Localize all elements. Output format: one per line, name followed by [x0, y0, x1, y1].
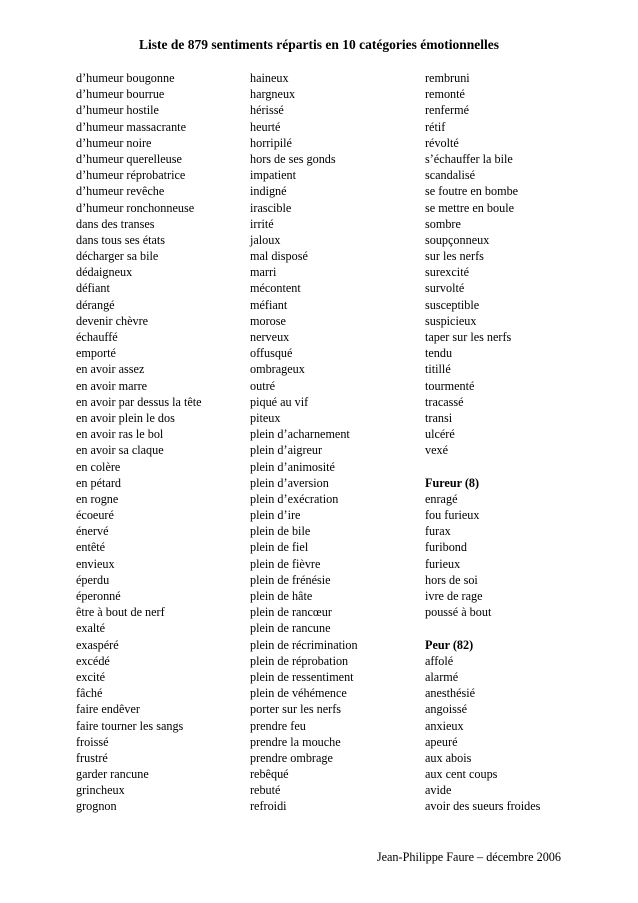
list-item: révolté	[425, 135, 459, 150]
list-item: entêté	[76, 540, 106, 555]
list-item: d’humeur bougonne	[76, 71, 175, 85]
list-item: hors de ses gonds	[250, 151, 336, 166]
list-item: dans des transes	[76, 216, 155, 231]
list-item: ulcéré	[425, 427, 455, 442]
list-item: furibond	[425, 540, 467, 555]
list-item: nerveux	[250, 330, 290, 344]
list-item: devenir chèvre	[76, 313, 149, 328]
list-item: tourmenté	[425, 378, 475, 393]
list-item: hargneux	[250, 87, 296, 102]
list-item: se foutre en bombe	[425, 184, 519, 199]
list-item: taper sur les nerfs	[425, 330, 512, 344]
list-item: exaspéré	[76, 637, 119, 652]
list-item: dédaigneux	[76, 265, 133, 280]
list-item: fou furieux	[425, 508, 480, 523]
list-item: plein de véhémence	[250, 686, 347, 701]
list-item: haineux	[250, 71, 289, 85]
list-item: furax	[425, 524, 451, 539]
list-item: exalté	[76, 621, 106, 636]
list-item: heurté	[250, 119, 281, 134]
list-item: en rogne	[76, 491, 119, 506]
word-column-2	[250, 70, 358, 815]
list-item: plein de rancœur	[250, 605, 332, 620]
list-item: anesthésié	[425, 686, 476, 701]
list-item: indigné	[250, 184, 287, 199]
list-item: énervé	[76, 524, 109, 539]
list-item: transi	[425, 410, 453, 425]
category-heading: Peur (82)	[425, 637, 474, 652]
list-item: en pétard	[76, 475, 122, 490]
list-item: alarmé	[425, 669, 459, 684]
list-item: impatient	[250, 168, 297, 183]
list-item: piqué au vif	[250, 394, 309, 409]
list-item: furieux	[425, 556, 461, 571]
list-item: en avoir par dessus la tête	[76, 394, 202, 409]
list-item: angoissé	[425, 702, 467, 717]
footer-credit: Jean-Philippe Faure – décembre 2006	[376, 850, 561, 864]
list-item: méfiant	[250, 297, 288, 312]
list-item: affolé	[425, 653, 454, 668]
list-item: éperdu	[76, 572, 110, 587]
word-column-1	[76, 70, 202, 815]
list-item: d’humeur querelleuse	[76, 151, 182, 166]
page-title: Liste de 879 sentiments répartis en 10 catégories émotionnelles	[139, 37, 499, 52]
list-item: porter sur les nerfs	[250, 702, 342, 717]
list-item: en colère	[76, 459, 121, 474]
list-item: d’humeur massacrante	[76, 119, 186, 134]
list-item: surexcité	[425, 265, 469, 280]
list-item: enragé	[425, 491, 458, 506]
list-item: prendre feu	[250, 718, 306, 733]
list-item: en avoir marre	[76, 378, 148, 393]
list-item: irrité	[250, 216, 274, 231]
list-item: avide	[425, 783, 452, 798]
list-item: plein de bile	[250, 524, 311, 539]
list-item: décharger sa bile	[76, 249, 159, 264]
list-item: sombre	[425, 216, 461, 231]
list-item: rebêqué	[250, 767, 289, 782]
list-item: faire endêver	[76, 702, 140, 717]
list-item: d’humeur ronchonneuse	[76, 200, 195, 215]
list-item: plein d’aversion	[250, 475, 329, 490]
list-item: aux abois	[425, 750, 472, 765]
list-item: échauffé	[76, 330, 118, 344]
list-item: tracassé	[425, 394, 464, 409]
list-item: plein de hâte	[250, 589, 313, 603]
list-item: plein de réprobation	[250, 653, 349, 668]
list-item: plein de rancune	[250, 621, 331, 636]
list-item: aux cent coups	[425, 767, 498, 782]
list-item: frustré	[76, 750, 108, 765]
list-item: sur les nerfs	[425, 249, 484, 264]
list-item: être à bout de nerf	[76, 605, 165, 620]
list-item: horripilé	[250, 135, 292, 150]
list-item: prendre ombrage	[250, 750, 333, 765]
list-item: dans tous ses états	[76, 232, 166, 247]
list-item: éperonné	[76, 589, 121, 603]
list-item: en avoir assez	[76, 362, 145, 377]
list-item: jaloux	[250, 232, 281, 247]
category-heading: Fureur (8)	[425, 475, 480, 490]
list-item: dérangé	[76, 297, 115, 312]
list-item: survolté	[425, 281, 465, 296]
list-item: froissé	[76, 734, 109, 749]
list-item: poussé à bout	[425, 605, 492, 620]
list-item: plein d’ire	[250, 508, 301, 523]
list-item: grognon	[76, 799, 117, 814]
list-item: plein d’exécration	[250, 491, 339, 506]
list-item: plein d’aigreur	[250, 443, 323, 458]
list-item: d’humeur réprobatrice	[76, 168, 186, 183]
list-item: hors de soi	[425, 572, 478, 587]
list-item: envieux	[76, 556, 115, 571]
list-item: offusqué	[250, 346, 293, 361]
list-item: plein de frénésie	[250, 572, 331, 587]
list-item: apeuré	[425, 734, 458, 749]
list-item: en avoir ras le bol	[76, 427, 164, 442]
list-item: soupçonneux	[425, 232, 490, 247]
list-item: écoeuré	[76, 508, 114, 523]
list-item: suspicieux	[425, 313, 477, 328]
spacer	[425, 620, 540, 636]
list-item: mal disposé	[250, 249, 308, 264]
list-item: rétif	[425, 119, 446, 134]
list-item: hérissé	[250, 103, 284, 118]
spacer	[425, 459, 540, 475]
list-item: plein d’animosité	[250, 459, 335, 474]
list-item: plein de fiel	[250, 540, 309, 555]
list-item: prendre la mouche	[250, 734, 341, 749]
list-item: morose	[250, 313, 286, 328]
list-item: susceptible	[425, 297, 480, 312]
list-item: excédé	[76, 653, 110, 668]
list-item: excité	[76, 669, 106, 684]
list-item: d’humeur bourrue	[76, 87, 165, 102]
list-item: rebuté	[250, 783, 281, 798]
list-item: d’humeur hostile	[76, 103, 159, 118]
list-item: emporté	[76, 346, 116, 361]
list-item: irascible	[250, 200, 292, 215]
list-item: refroidi	[250, 799, 287, 814]
list-item: d’humeur noire	[76, 135, 152, 150]
list-item: renfermé	[425, 103, 469, 118]
list-item: marri	[250, 265, 277, 280]
list-item: scandalisé	[425, 168, 476, 183]
list-item: défiant	[76, 281, 110, 296]
list-item: anxieux	[425, 718, 464, 733]
list-item: en avoir sa claque	[76, 443, 164, 458]
list-item: plein de récrimination	[250, 637, 358, 652]
list-item: vexé	[425, 443, 449, 458]
list-item: faire tourner les sangs	[76, 718, 184, 733]
list-item: rembruni	[425, 71, 470, 85]
list-item: garder rancune	[76, 767, 149, 782]
list-item: piteux	[250, 410, 281, 425]
list-item: plein d’acharnement	[250, 427, 350, 442]
list-item: d’humeur revêche	[76, 184, 165, 199]
list-item: remonté	[425, 87, 465, 102]
list-item: outré	[250, 378, 276, 393]
list-item: ivre de rage	[425, 589, 483, 603]
list-item: plein de fièvre	[250, 556, 321, 571]
word-column-3	[425, 70, 540, 815]
list-item: fâché	[76, 686, 103, 701]
list-item: plein de ressentiment	[250, 669, 354, 684]
list-item: titillé	[425, 362, 451, 377]
list-item: grincheux	[76, 783, 125, 798]
list-item: mécontent	[250, 281, 301, 296]
list-item: tendu	[425, 346, 453, 361]
list-item: ombrageux	[250, 362, 305, 377]
list-item: avoir des sueurs froides	[425, 799, 541, 814]
list-item: en avoir plein le dos	[76, 410, 175, 425]
list-item: se mettre en boule	[425, 200, 515, 215]
list-item: s’échauffer la bile	[425, 151, 513, 166]
